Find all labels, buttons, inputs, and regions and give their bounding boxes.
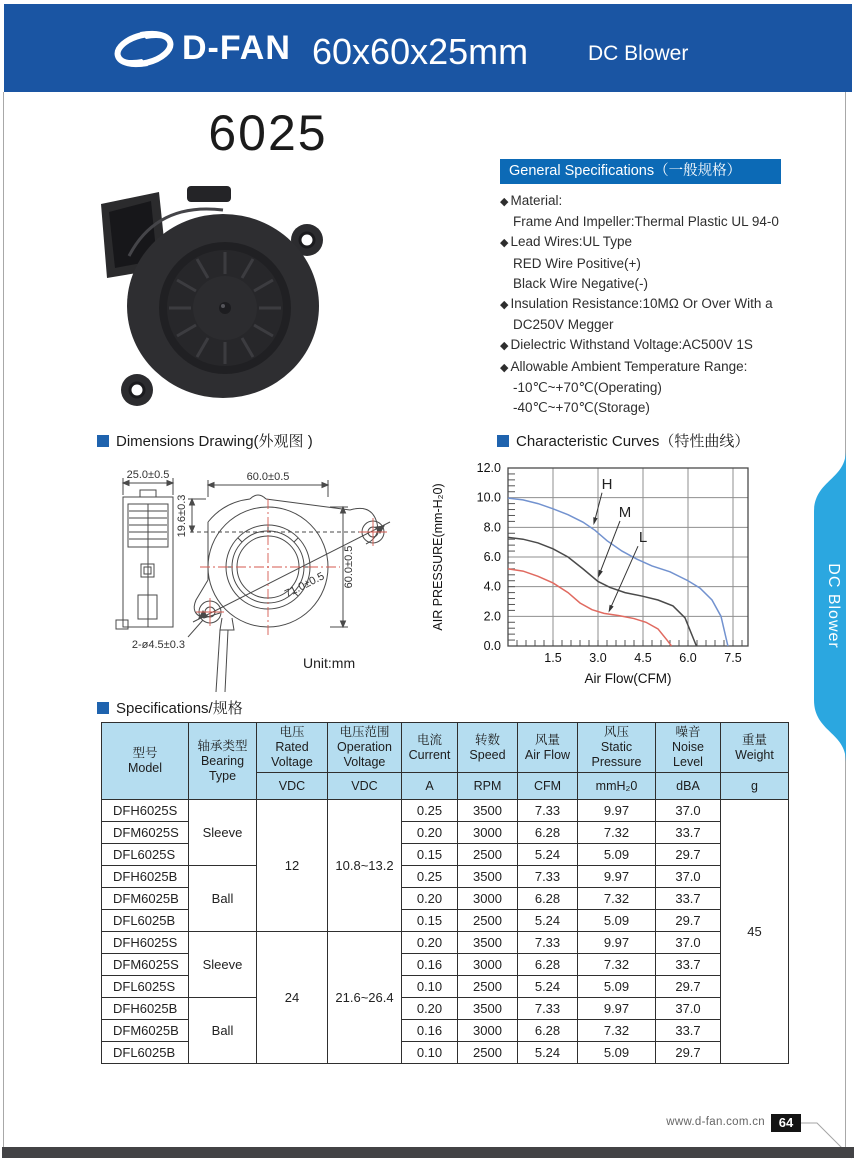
table-cell: 3500 xyxy=(458,800,518,822)
svg-text:10.0: 10.0 xyxy=(476,490,501,505)
section-title-curves xyxy=(497,430,749,451)
column-header: 转数 Speed xyxy=(458,723,518,773)
svg-text:8.0: 8.0 xyxy=(483,520,501,535)
column-unit: VDC xyxy=(257,773,328,800)
column-header: 电压 Rated Voltage xyxy=(257,723,328,773)
table-cell: 33.7 xyxy=(656,954,721,976)
chart-gridlines xyxy=(508,468,748,646)
weight-cell: 45 xyxy=(721,800,789,1064)
dim-height-label: 60.0±0.5 xyxy=(343,545,355,589)
curve-label-H: H xyxy=(601,475,613,493)
operation-voltage-cell: 21.6~26.4 xyxy=(328,932,402,1064)
table-cell: 0.20 xyxy=(402,888,458,910)
section-title-text: Dimensions Drawing(外观图 ) xyxy=(116,433,313,450)
table-cell: 9.97 xyxy=(578,998,656,1020)
diamond-bullet-icon: ◆ xyxy=(500,340,509,353)
table-cell: 0.25 xyxy=(402,800,458,822)
curve-label-arrow xyxy=(601,521,620,571)
table-row xyxy=(102,932,789,954)
svg-text:4.5: 4.5 xyxy=(634,651,652,665)
website-url: www.d-fan.com.cn xyxy=(666,1116,765,1128)
column-unit: RPM xyxy=(458,773,518,800)
svg-text:1.5: 1.5 xyxy=(544,651,562,665)
blower-fan-photo xyxy=(95,168,330,418)
chart-x-tick-labels xyxy=(544,651,741,665)
table-cell: 0.20 xyxy=(402,932,458,954)
table-cell: DFL6025B xyxy=(102,910,189,932)
table-cell: 6.28 xyxy=(518,954,578,976)
bearing-type-cell: Sleeve xyxy=(189,932,257,998)
table-cell: 5.09 xyxy=(578,1042,656,1064)
table-cell: 3000 xyxy=(458,888,518,910)
svg-text:12.0: 12.0 xyxy=(476,461,501,475)
table-cell: 3000 xyxy=(458,954,518,976)
spec-item-continuation: -10℃~+70℃(Operating) xyxy=(513,379,662,395)
table-cell: 2500 xyxy=(458,844,518,866)
bearing-type-cell: Sleeve xyxy=(189,800,257,866)
spec-item-continuation: Frame And Impeller:Thermal Plastic UL 94-0 xyxy=(513,214,779,230)
table-cell: 3500 xyxy=(458,998,518,1020)
chart-minor-ticks xyxy=(508,474,742,646)
column-unit: A xyxy=(402,773,458,800)
column-unit: dBA xyxy=(656,773,721,800)
table-cell: 7.33 xyxy=(518,866,578,888)
table-cell: 5.09 xyxy=(578,910,656,932)
table-cell: 3500 xyxy=(458,932,518,954)
table-row xyxy=(102,800,789,822)
table-cell: 29.7 xyxy=(656,976,721,998)
svg-text:6.0: 6.0 xyxy=(483,550,501,564)
table-cell: 3000 xyxy=(458,1020,518,1042)
spec-item: ◆ Material: xyxy=(500,193,563,208)
table-cell: 7.32 xyxy=(578,954,656,976)
bottom-bar xyxy=(2,1147,854,1158)
table-cell: 0.20 xyxy=(402,822,458,844)
spec-item-continuation: Black Wire Negative(-) xyxy=(513,275,649,291)
table-cell: 6.28 xyxy=(518,888,578,910)
section-bullet-icon xyxy=(97,702,109,714)
spec-item: ◆ Lead Wires:UL Type xyxy=(500,234,633,250)
table-cell: DFL6025S xyxy=(102,844,189,866)
svg-text:6.0: 6.0 xyxy=(679,651,697,665)
spec-item: ◆ Insulation Resistance:10MΩ Or Over With a xyxy=(500,296,773,312)
table-cell: 7.32 xyxy=(578,1020,656,1042)
svg-text:0.0: 0.0 xyxy=(483,639,501,653)
table-cell: 2500 xyxy=(458,910,518,932)
table-cell: 29.7 xyxy=(656,910,721,932)
svg-text:3.0: 3.0 xyxy=(589,651,607,665)
diamond-bullet-icon: ◆ xyxy=(500,361,509,374)
brand-name: D-FAN xyxy=(182,29,291,67)
side-tab-label: DC Blower xyxy=(825,563,842,649)
diamond-bullet-icon: ◆ xyxy=(500,299,509,312)
rated-voltage-cell: 24 xyxy=(257,932,328,1064)
diamond-bullet-icon: ◆ xyxy=(500,237,509,250)
model-series-title: 6025 xyxy=(208,105,328,161)
page-border-left xyxy=(3,92,4,1147)
table-row xyxy=(102,998,789,1020)
table-cell: 0.16 xyxy=(402,954,458,976)
header-bar xyxy=(4,4,852,92)
general-specs-list xyxy=(500,191,840,418)
column-header: 重量 Weight xyxy=(721,723,789,773)
chart-y-tick-labels xyxy=(477,461,501,653)
table-cell: 9.97 xyxy=(578,866,656,888)
table-cell: DFH6025S xyxy=(102,800,189,822)
dim-diagonal-label: 71.0±0.5 xyxy=(282,570,327,601)
table-cell: DFH6025B xyxy=(102,998,189,1020)
table-cell: 5.09 xyxy=(578,844,656,866)
bearing-type-cell: Ball xyxy=(189,866,257,932)
bearing-type-cell: Ball xyxy=(189,998,257,1064)
spec-item: ◆ Allowable Ambient Temperature Range: xyxy=(500,358,748,374)
general-specs-title: General Specifications（一般规格） xyxy=(500,159,781,184)
characteristic-curves-chart xyxy=(428,456,764,692)
operation-voltage-cell: 10.8~13.2 xyxy=(328,800,402,932)
dim-holes-label: 2-ø4.5±0.3 xyxy=(131,639,185,651)
table-cell: 37.0 xyxy=(656,866,721,888)
curve-label-arrow xyxy=(595,493,602,519)
column-unit: g xyxy=(721,773,789,800)
table-cell: 5.24 xyxy=(518,910,578,932)
table-cell: 37.0 xyxy=(656,932,721,954)
table-cell: DFH6025S xyxy=(102,932,189,954)
spec-item: ◆ Dielectric Withstand Voltage:AC500V 1S xyxy=(500,337,753,353)
section-title-specifications xyxy=(97,697,243,718)
table-cell: DFM6025B xyxy=(102,1020,189,1042)
rated-voltage-cell: 12 xyxy=(257,800,328,932)
section-title-dimensions xyxy=(97,430,313,451)
chart-y-axis-label: AIR PRESSURE(mm-H₂0) xyxy=(431,483,445,631)
table-cell: DFL6025S xyxy=(102,976,189,998)
column-unit: CFM xyxy=(518,773,578,800)
curve-arrowhead-icon xyxy=(609,605,614,613)
table-cell: 7.32 xyxy=(578,888,656,910)
table-cell: DFM6025B xyxy=(102,888,189,910)
table-cell: 37.0 xyxy=(656,998,721,1020)
curve-label-L: L xyxy=(638,529,648,547)
table-cell: 0.20 xyxy=(402,998,458,1020)
table-cell: 33.7 xyxy=(656,888,721,910)
svg-text:7.5: 7.5 xyxy=(724,651,742,665)
table-row xyxy=(102,866,789,888)
dfan-logo-icon xyxy=(112,26,176,72)
table-cell: 29.7 xyxy=(656,1042,721,1064)
dim-hole-offset-label: 19.6±0.3 xyxy=(176,494,188,538)
column-header: 风量 Air Flow xyxy=(518,723,578,773)
section-title-text: Specifications/规格 xyxy=(116,700,243,717)
dim-depth-label: 25.0±0.5 xyxy=(126,469,170,481)
spec-item-continuation: -40℃~+70℃(Storage) xyxy=(513,400,650,416)
curve-label-arrow xyxy=(611,546,638,606)
table-cell: DFL6025B xyxy=(102,1042,189,1064)
table-cell: 0.16 xyxy=(402,1020,458,1042)
table-cell: 33.7 xyxy=(656,1020,721,1042)
table-cell: 5.24 xyxy=(518,976,578,998)
table-cell: 7.33 xyxy=(518,800,578,822)
table-cell: DFM6025S xyxy=(102,822,189,844)
table-cell: 9.97 xyxy=(578,932,656,954)
column-header: 型号 Model xyxy=(102,723,189,800)
category-side-tab xyxy=(808,450,846,762)
curve-label-M: M xyxy=(618,503,632,521)
table-cell: 33.7 xyxy=(656,822,721,844)
section-title-text: Characteristic Curves（特性曲线） xyxy=(516,433,750,450)
spec-item-continuation: RED Wire Positive(+) xyxy=(513,255,641,271)
section-bullet-icon xyxy=(497,435,509,447)
table-cell: 0.25 xyxy=(402,866,458,888)
table-cell: 7.33 xyxy=(518,998,578,1020)
product-size: 60x60x25mm xyxy=(312,31,529,72)
chart-curve-M xyxy=(508,537,696,646)
table-cell: 0.10 xyxy=(402,1042,458,1064)
table-cell: 0.15 xyxy=(402,844,458,866)
diamond-bullet-icon: ◆ xyxy=(500,196,509,208)
table-cell: 5.24 xyxy=(518,1042,578,1064)
column-header: 轴承类型 Bearing Type xyxy=(189,723,257,800)
table-cell: 5.09 xyxy=(578,976,656,998)
unit-label: Unit:mm xyxy=(303,655,356,671)
svg-text:4.0: 4.0 xyxy=(483,579,501,594)
table-cell: 37.0 xyxy=(656,800,721,822)
table-cell: 3000 xyxy=(458,822,518,844)
dim-width-label: 60.0±0.5 xyxy=(246,471,290,483)
table-cell: 7.32 xyxy=(578,822,656,844)
table-cell: 0.10 xyxy=(402,976,458,998)
specifications-table xyxy=(101,722,789,1064)
column-unit: mmH₂0 xyxy=(578,773,656,800)
table-cell: 2500 xyxy=(458,976,518,998)
table-cell: 2500 xyxy=(458,1042,518,1064)
chart-x-axis-label: Air Flow(CFM) xyxy=(584,671,672,686)
table-cell: 5.24 xyxy=(518,844,578,866)
table-cell: 7.33 xyxy=(518,932,578,954)
column-header: 电流 Current xyxy=(402,723,458,773)
column-header: 噪音 Noise Level xyxy=(656,723,721,773)
product-type: DC Blower xyxy=(588,42,689,65)
table-cell: DFH6025B xyxy=(102,866,189,888)
table-cell: 9.97 xyxy=(578,800,656,822)
curve-arrowhead-icon xyxy=(598,570,603,578)
curve-arrowhead-icon xyxy=(593,517,597,525)
table-cell: 0.15 xyxy=(402,910,458,932)
page-number-badge: 64 xyxy=(771,1114,801,1132)
chart-curve-L xyxy=(508,569,672,646)
svg-text:2.0: 2.0 xyxy=(483,609,501,624)
column-unit: VDC xyxy=(328,773,402,800)
table-cell: 3500 xyxy=(458,866,518,888)
section-bullet-icon xyxy=(97,435,109,447)
column-header: 风压 Static Pressure xyxy=(578,723,656,773)
table-cell: DFM6025S xyxy=(102,954,189,976)
table-cell: 6.28 xyxy=(518,1020,578,1042)
table-cell: 6.28 xyxy=(518,822,578,844)
table-cell: 29.7 xyxy=(656,844,721,866)
spec-item-continuation: DC250V Megger xyxy=(513,317,614,333)
dimensions-drawing xyxy=(88,452,458,697)
column-header: 电压范围 Operation Voltage xyxy=(328,723,402,773)
